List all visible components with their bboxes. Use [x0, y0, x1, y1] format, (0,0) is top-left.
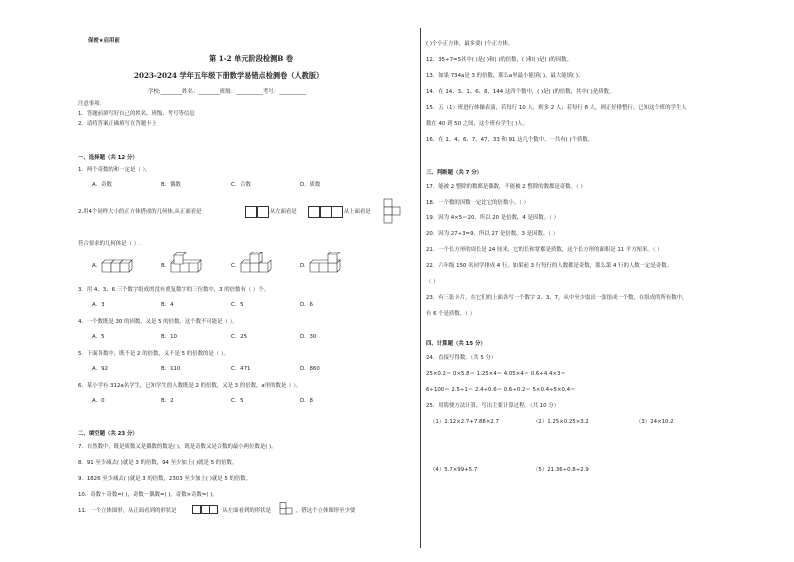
question-18: 18．一个数的因数一定比它的倍数小。（ ）	[426, 200, 529, 206]
question-15-line-2: 数在 40 到 50 之间，这个班有学生( )人。	[426, 121, 528, 127]
exam-subtitle: 2023-2024 学年五年级下册数学易错点检测卷（人教版）	[134, 71, 324, 80]
question-17: 17．能被 2 整除的数都是偶数，不能被 2 整除的数都是奇数。（ ）	[426, 184, 586, 190]
secret-label: 保密★启用前	[88, 38, 120, 44]
question-2-text-a: 2.用4个同样大小的正方体搭成的几何体,从正面看是	[78, 209, 202, 215]
q4-option-d[interactable]: D．30	[300, 334, 317, 340]
q4-option-c[interactable]: C．25	[231, 334, 248, 340]
question-12: 12．35÷7=5其中( )是( )和( )的倍数，( )和( )是( )的因数。	[426, 57, 572, 63]
q2-option-d-label[interactable]: D．	[300, 263, 310, 269]
q25-item-3: （3）24×10.2	[636, 419, 674, 425]
question-11-text-a: 11．一个立体图形，从正面看到的形状是	[78, 508, 177, 514]
q1-option-b[interactable]: B．偶数	[161, 182, 181, 188]
q5-option-a[interactable]: A．92	[92, 366, 108, 372]
question-2-text-c: ,从上面看是	[342, 209, 371, 215]
q11-front-view	[193, 505, 218, 514]
student-info-line[interactable]: 学校:________姓名：________班级：__________考号：__________	[148, 89, 307, 95]
question-2-text-d: 符合要求的几何体是（ ）.	[78, 241, 141, 247]
question-20: 20．因为 27÷3=9，所以 27 是倍数，3 是因数。（ ）	[426, 231, 559, 237]
calc-row-1: 25×0.2＝ 0×5.8＝ 1.25×4＝ 4.05×4＝ 0.6+4.4×3＝	[426, 371, 566, 377]
q6-option-b[interactable]: B．2	[161, 398, 174, 404]
q2-option-b-figure	[170, 252, 202, 278]
q25-item-1: （1）2.12×2.7+7.88×2.7	[430, 419, 499, 425]
q5-option-b[interactable]: B．110	[161, 366, 181, 372]
question-23-line-2: 有 6 个是质数。（ ）	[426, 311, 475, 317]
question-13: 13．如果 734a是 3 的倍数，那么a里最小能填( )，最大能填( )。	[426, 73, 584, 79]
notice-heading: 注意事项：	[78, 101, 105, 107]
q6-option-a[interactable]: A．0	[92, 398, 105, 404]
question-6: 6．某小学有 312a名学生，已知学生的人数既是 2 的倍数，又是 3 的倍数，a里的数是（ ）。	[78, 383, 302, 389]
q1-option-c[interactable]: C．合数	[231, 182, 251, 188]
q11-left-view	[279, 502, 295, 516]
question-22-answer[interactable]: （ ）	[426, 279, 439, 285]
question-4: 4．一个数既是 30 的因数，又是 5 的倍数，这个数不可能是（ ）。	[78, 319, 238, 325]
q1-option-a[interactable]: A．奇数	[92, 182, 112, 188]
question-3: 3．用 4、3、6 三个数字组成的没有重复数字的三位数中，3 的倍数有（ ）个。	[78, 287, 270, 293]
q25-item-2: （2）1.25×0.25×3.2	[533, 419, 589, 425]
q3-option-c[interactable]: C．5	[231, 302, 244, 308]
question-16: 16．在 1、4、6、7、47、33 和 91 这几个数中，一共有( )个质数。	[426, 137, 594, 143]
q2-left-view	[309, 206, 343, 218]
section-calc: 四、计算题（共 15 分）	[426, 341, 486, 347]
q2-top-view	[383, 198, 409, 230]
q4-option-b[interactable]: B．10	[161, 334, 177, 340]
q2-option-a-figure	[101, 255, 133, 277]
section-judge: 三、判断题（共 7 分）	[426, 170, 483, 176]
question-14: 14．在 14、3、1、6、8、144 这四个数中，( )是( )的倍数，其中( )是质数。	[426, 89, 615, 95]
question-21: 21．一个长方形的周长是 24 厘米，它的长和宽都是质数，这个长方形的面积是 11 平方厘米。（ ）	[426, 247, 663, 253]
q25-item-4: （4）5.7×99+5.7	[430, 467, 478, 473]
q2-option-c-figure	[240, 252, 272, 278]
question-9: 9．1826 至少减去( )就是 3 的倍数，2303 至少加上( )就是 5 的倍数。	[78, 476, 252, 482]
question-11-text-b: ，从左面看到的形状是	[217, 508, 271, 514]
question-24: 24．直接写得数。（共 5 分）	[426, 355, 497, 361]
q2-option-c-label[interactable]: C．	[231, 263, 241, 269]
q3-option-d[interactable]: D．6	[300, 302, 313, 308]
q4-option-a[interactable]: A．5	[92, 334, 105, 340]
q2-option-b-label[interactable]: B．	[161, 263, 171, 269]
question-1: 1．两个奇数的和一定是（ ）。	[78, 167, 151, 173]
q2-front-view	[246, 206, 269, 218]
question-5: 5．下面各数中，既不是 2 的倍数，又不是 5 的倍数的是（ ）。	[78, 351, 229, 357]
question-2-text-b: ,从左面看是	[268, 209, 297, 215]
question-11-continued: ( )个小正方体，最多要( )个正方体。	[426, 41, 514, 47]
question-10: 10．奇数＋奇数=( )，奇数－偶数=( )，奇数×奇数=( )。	[78, 492, 218, 498]
question-19: 19．因为 4×5＝20，所以 20 是倍数，4 是因数。（ ）	[426, 215, 559, 221]
exam-title: 第 1-2 单元阶段检测B 卷	[209, 54, 294, 63]
q1-option-d[interactable]: D．质数	[300, 182, 321, 188]
question-22: 22．六年级 150 名同学排成 4 行，如果前 3 行每行的人数都是奇数，那么第 4 行的人数一定是奇数。	[426, 263, 672, 269]
q25-item-5: （5）21.36÷0.8÷2.9	[533, 467, 589, 473]
q2-option-a-label[interactable]: A．	[92, 263, 102, 269]
q3-option-a[interactable]: A．3	[92, 302, 105, 308]
question-23-line-1: 23．有三张卡片，在它们的上面各写一个数字 2、3、7，从中至少取出一张组成一个数，在组成的所有数中，	[426, 295, 688, 301]
notice-item-1: 1．答题前填写好自己的姓名、班级、考号等信息	[78, 111, 195, 117]
q5-option-c[interactable]: C．471	[231, 366, 251, 372]
section-fill: 二、填空题（共 23 分）	[78, 431, 138, 437]
notice-item-2: 2．请将答案正确填写在答题卡上	[78, 121, 157, 127]
q3-option-b[interactable]: B．4	[161, 302, 174, 308]
section-choice: 一、选择题（共 12 分）	[78, 155, 138, 161]
question-11-text-c: ，搭这个立体图形至少要	[296, 508, 356, 514]
question-7: 7．自然数中，既是质数又是偶数的数是( )，既是奇数又是合数的最小两位数是( )。	[78, 444, 277, 450]
calc-row-2: 6÷100＝ 2.5÷1＝ 2.4÷0.6＝ 0.6÷0.2＝ 5×0.4÷5×0.4＝	[426, 387, 576, 393]
q2-option-d-figure	[309, 252, 341, 278]
question-15-line-1: 15．五（1）班进行体操表演，若每行 10 人，则多 2 人；若每行 8 人，则正好排整行。已知这个班的学生人	[426, 105, 687, 111]
question-25: 25．用简便方法计算，写出主要计算过程。（共 10 分）	[426, 403, 560, 409]
q5-option-d[interactable]: D．860	[300, 366, 320, 372]
question-8: 8．91 至少减去( )就是 3 的倍数，94 至少加上( )就是 5 的倍数。	[78, 460, 238, 466]
q6-option-d[interactable]: D．8	[300, 398, 313, 404]
q6-option-c[interactable]: C．5	[231, 398, 244, 404]
column-divider	[420, 28, 421, 548]
